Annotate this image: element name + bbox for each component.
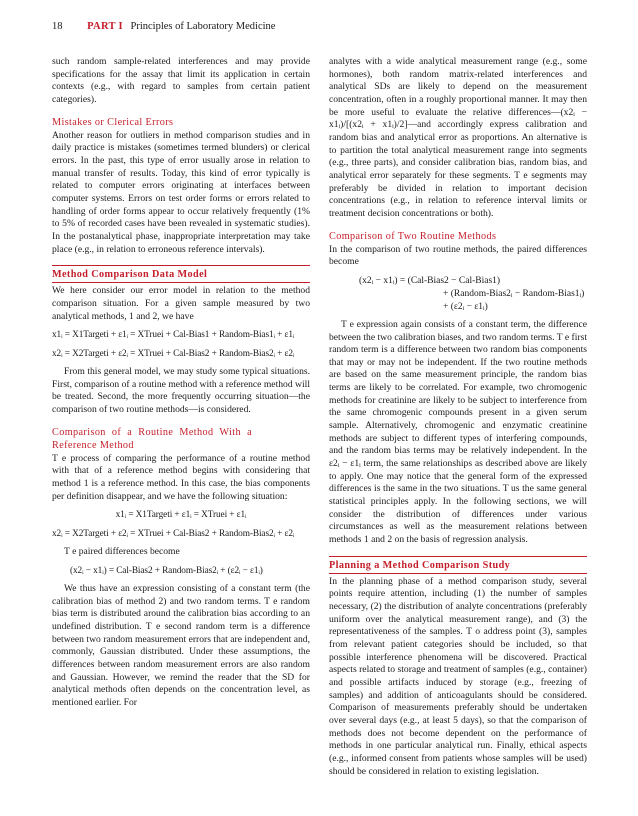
equation-line: + (Random-Bias2ᵢ − Random-Bias1ᵢ)	[443, 288, 585, 299]
page-number: 18	[52, 21, 63, 32]
running-header	[52, 21, 275, 32]
right-column	[329, 56, 587, 778]
paragraph: Another reason for outliers in method comparison studies and in daily practice is mistakes (sometimes termed blunders) or clerical errors. In the past, this type of error usually arose in relation to manual transfer of results. Today, this kind of error typically is related to computer errors originating at interfaces between computer systems. Errors on test order forms or errors related to handling of order forms appear to occur relatively frequently (1% to 5% of recorded cases have been revealed in systematic studies). In the postanalytical phase, inappropriate interpretation may take place (e.g., in relation to erroneous reference intervals).	[52, 129, 310, 255]
paragraph: In the planning phase of a method comparison study, several points require attention, including (1) the number of samples necessary, (2) the distribution of analyte concentrations (preferably uniform over the analytical measurement range), and (3) the representativeness of the samples. T o address point (3), samples from relevant patient categories should be included, so that possible interference phenomena will be discovered. Practical aspects related to storage and treatment of samples (e.g., container) and possible artifacts induced by storage (e.g., freezing of samples) and addition of anticoagulants should be considered. Comparison of measurements preferably should be undertaken over several days (e.g., at least 5 days), so that the comparison of methods does not become dependent on the performance of methods in one particular analytical run. Finally, ethical aspects (e.g., informed consent from patients whose samples will be used) should be considered in relation to existing legislation.	[329, 575, 587, 777]
equation: (x2ᵢ − x1ᵢ) = Cal-Bias2 + Random-Bias2ᵢ + (ε2ᵢ − ε1ᵢ)	[70, 566, 263, 577]
paragraph: In the comparison of two routine methods, the paired differences become	[329, 243, 587, 268]
section-heading-mistakes: Mistakes or Clerical Errors	[52, 116, 174, 128]
part-label: PART I	[87, 21, 123, 32]
paragraph: T e paired differences become	[64, 546, 180, 558]
paragraph: From this general model, we may study some typical situations. First, comparison of a routine method with a reference method will be treated. Second, the more frequently occurring situation—the comparison of two routine methods—is considered.	[52, 366, 310, 416]
paragraph: analytes with a wide analytical measurement range (e.g., some hormones), both random matrix-related interferences and analytical SDs are likely to depend on the measurement concentration, often in a roughly proportional manner. It may then be more useful to evaluate the relative differences—(x2ᵢ − x1ᵢ)/[(x2ᵢ + x1ᵢ)/2]—and accordingly express calibration and random bias and analytical error as proportions. An alternative is to partition the total analytical measurement range into segments (e.g., three parts), and consider calibration bias, random bias, and analytical error separately for these segments. T e segments may preferably be divided in relation to important decision concentrations (e.g., in relation to reference interval limits or treatment decision concentrations or both).	[329, 56, 587, 219]
paragraph: We here consider our error model in relation to the method comparison situation. For a given sample measured by two analytical methods, 1 and 2, we have	[52, 285, 310, 322]
equation-block	[359, 275, 587, 314]
equation: x1ᵢ = X1Targeti + ε1ᵢ = XTruei + ε1ᵢ	[115, 510, 247, 521]
part-title: Principles of Laboratory Medicine	[130, 21, 276, 32]
equation: x2ᵢ = X2Targeti + ε2ᵢ = XTruei + Cal-Bias2 + Random-Bias2ᵢ + ε2ᵢ	[52, 349, 295, 360]
section-heading-routine-vs-reference: Comparison of a Routine Method With a Reference Method	[52, 426, 252, 451]
section-heading-data-model: Method Comparison Data Model	[52, 265, 310, 283]
section-heading-planning: Planning a Method Comparison Study	[329, 556, 587, 574]
paragraph: T e process of comparing the performance of a routine method with that of a reference method begins with considering that method 1 is a reference method. In this case, the bias components per definition disappear, and we have the following situation:	[52, 452, 310, 502]
equation: x2ᵢ = X2Targeti + ε2ᵢ = XTruei + Cal-Bias2 + Random-Bias2ᵢ + ε2ᵢ	[52, 529, 295, 540]
equation: x1ᵢ = X1Targeti + ε1ᵢ = XTruei + Cal-Bias1 + Random-Bias1ᵢ + ε1ᵢ	[52, 330, 295, 341]
equation-line: (x2ᵢ − x1ᵢ) = (Cal-Bias2 − Cal-Bias1)	[359, 275, 501, 286]
equation-line: + (ε2ᵢ − ε1ᵢ)	[443, 301, 488, 312]
paragraph: T e expression again consists of a constant term, the difference between the two calibration biases, and two random terms. T e first random term is a difference between two random bias components that may or may not be independent. If the two routine methods are based on the same measurement principle, the random bias terms are likely to be correlated. For example, two chromogenic methods for creatinine are likely to be subject to interference from the same chromogenic compounds present in a given serum sample. Alternatively, chromogenic and enzymatic creatinine methods are subject to different types of interfering compounds, and the random bias terms may be relatively independent. In the ε2ᵢ − ε1ᵢ term, the same relationships as described above are likely to apply. One may notice that the general form of the expressed differences is the same in the two situations. T us the same general statistical principles apply. In the following sections, we will consider the distribution of differences under various circumstances as well as the measurement relations between methods 1 and 2 on the basis of regression analysis.	[329, 318, 587, 545]
section-heading-two-routine: Comparison of Two Routine Methods	[329, 230, 497, 242]
paragraph: We thus have an expression consisting of a constant term (the calibration bias of method 2) and two random terms. T e random bias term is distributed around the calibration bias according to an undefined distribution. T e second random term is a difference between two random measurement errors that are independent and, commonly, Gaussian distributed. Under these assumptions, the differences between random measurement errors are also random and Gaussian. However, we remind the reader that the SD for analytical methods often depends on the concentration level, as mentioned earlier. For	[52, 583, 310, 708]
paragraph: such random sample-related interferences and may provide specifications for the assay that limit its application in certain contexts (e.g., with regard to samples from certain patient categories).	[52, 56, 310, 105]
left-column	[52, 56, 310, 710]
